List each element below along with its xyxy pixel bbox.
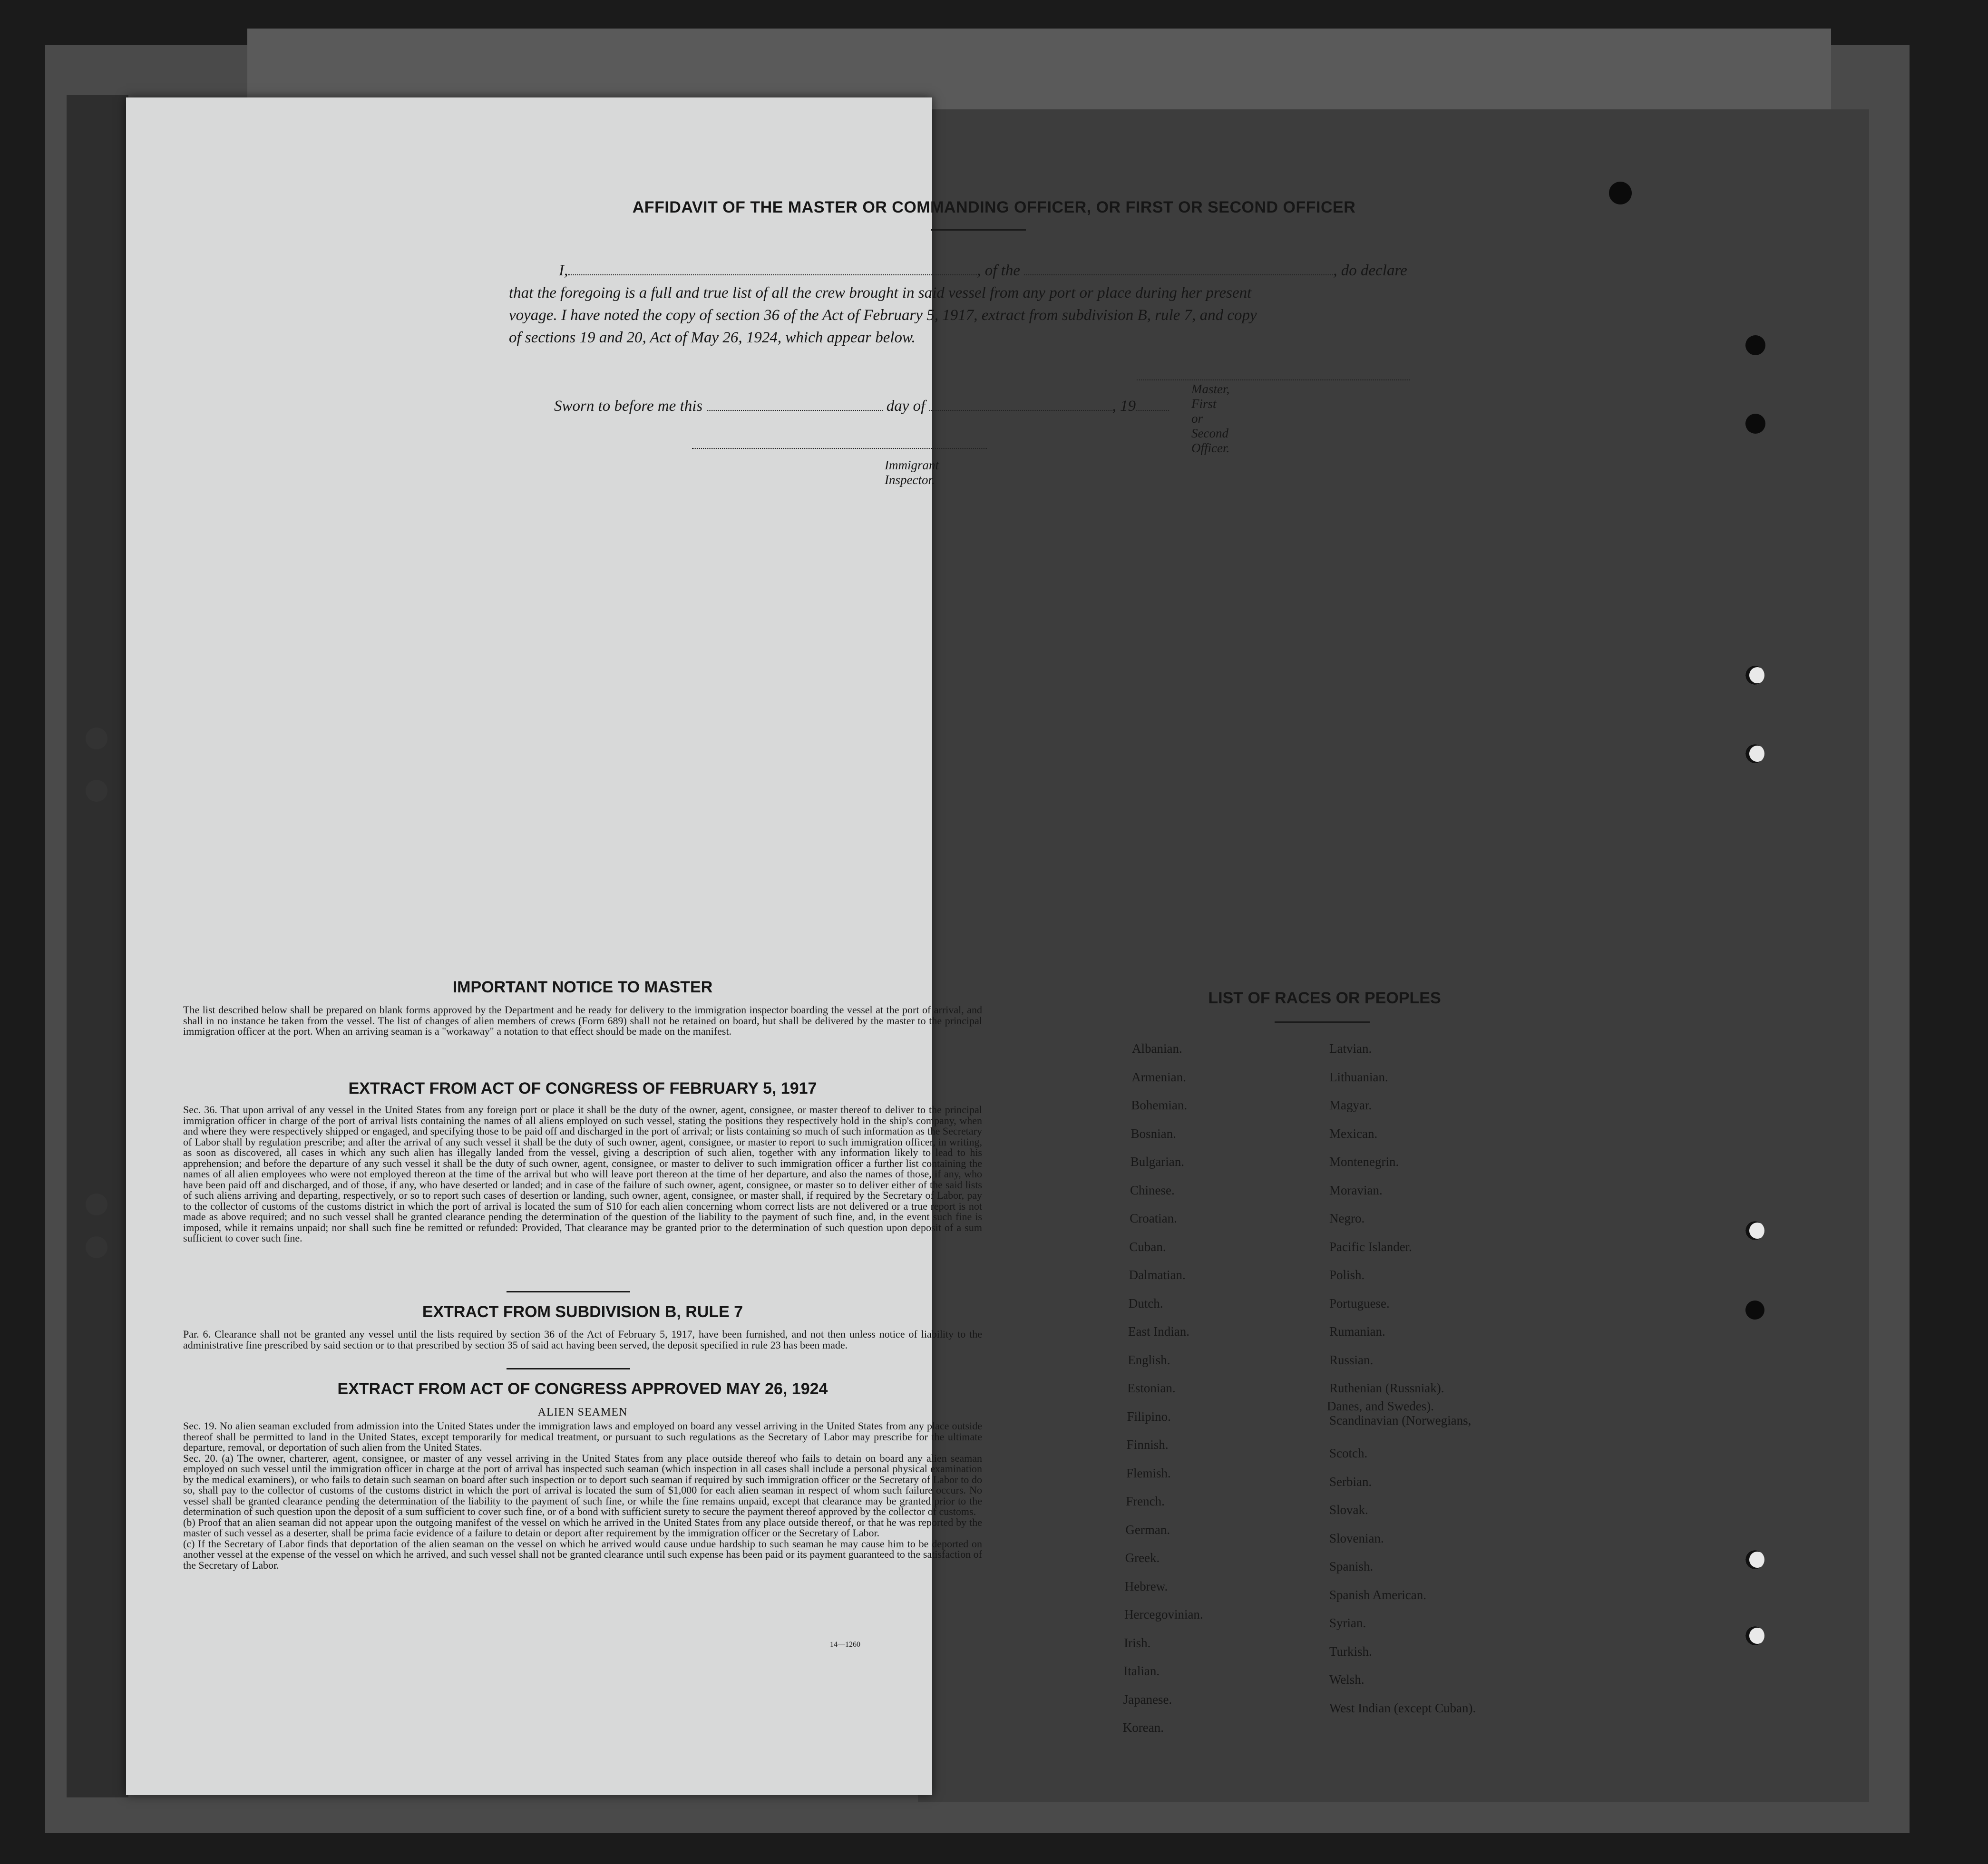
race-item: Negro. bbox=[1329, 1211, 1365, 1225]
binder-hole bbox=[1745, 1301, 1764, 1320]
document-page bbox=[126, 97, 1476, 1795]
race-item: Syrian. bbox=[1329, 1616, 1366, 1630]
notice-body: The list described below shall be prepared on blank forms approved by the Department and be ready for delivery to the immigration inspector boarding the vessel at the port of arrival, and shall in no instance be taken from the vessel. The list of changes of alien members of crews (Form 689) shall not be retained on board, but shall be delivered by the master to the principal immigration officer at the port. When an arriving seaman is a "workaway" a notation to that effect should be made on the manifest. bbox=[183, 1004, 982, 1037]
affidavit-declare: , do declare bbox=[1333, 262, 1407, 279]
race-item: Armenian. bbox=[1131, 1069, 1186, 1084]
race-item: Lithuanian. bbox=[1329, 1069, 1388, 1084]
race-item: Slovenian. bbox=[1329, 1531, 1384, 1545]
master-signature-line bbox=[1137, 379, 1410, 380]
extract-1917-body: Sec. 36. That upon arrival of any vessel in the United States from any foreign port or place it shall be the duty of the owner, agent, consignee, or master thereof to deliver to the principal immigration officer in charge of the port of arrival lists containing the names of all aliens employed on such vessel, stating the positions they respectively hold in the ship's company, when and where they were respectively shipped or engaged, and specifying those to be paid off and discharged in the port of arrival; or lists containing so much of such information as the Secretary of Labor shall by regulation prescribe; and after the arrival of any such vessel it shall be the duty of such owner, agent, consignee, or master to report to such immigration officer, in writing, as soon as discovered, all cases in which any such alien has illegally landed from the vessel, giving a description of such alien, together with any information likely to lead to his apprehension; and before the departure of any such vessel it shall be the duty of such owner, agent, consignee, or master to deliver to such immigration officer a further list containing the names of all alien employees who were not employed thereon at the time of the arrival but who will leave port thereon at the time of her departure, and also the names of those, if any, who have been paid off and discharged, and of those, if any, who have deserted or landed; and in case of the failure of such owner, agent, consignee, or master so to deliver either of the said lists of such aliens arriving and departing, respectively, or so to report such cases of desertion or landing, such owner, agent, consignee, or master shall, if required by the Secretary of Labor, pay to the collector of customs of the customs district in which the port of arrival is located the sum of $10 for each alien concerning whom correct lists are not delivered or a true report is not made as above required; and no such vessel shall be granted clearance pending the determination of the question of the liability to the payment of such fine, and, in the event such fine is imposed, while it remains unpaid; nor shall such fine be remitted or refunded: Provided, That clearance may be granted prior to the determination of such question upon deposit of a sum sufficient to cover such fine. bbox=[183, 1104, 982, 1244]
sworn-text: Sworn to before me this bbox=[554, 398, 703, 415]
sec-19: Sec. 19. No alien seaman excluded from admission into the United States under the immigration laws and employed on board any vessel arriving in the United States from any place outside thereof shall be permitted to land in the United States, except temporarily for medical treatment, or pursuant to such regulations as the Secretary of Labor may prescribe for the ultimate departure, removal, or deportation of such alien from the United States. bbox=[183, 1420, 982, 1453]
race-item: Bohemian. bbox=[1131, 1098, 1188, 1112]
race-item: Spanish. bbox=[1329, 1559, 1374, 1573]
race-item: Estonian. bbox=[1127, 1381, 1176, 1395]
race-item: Portuguese. bbox=[1329, 1296, 1390, 1311]
race-item: Montenegrin. bbox=[1329, 1155, 1399, 1169]
binder-hole bbox=[1745, 335, 1765, 355]
binder-hole bbox=[1745, 666, 1764, 685]
sec-20b: (b) Proof that an alien seaman did not appear upon the outgoing manifest of the vessel on which he arrived in the United States from any place outside thereof, or that he was reported by the master of such vessel as a deserter, shall be prima facie evidence of a failure to detain or deport after requirement by the immigration officer or the Secretary of Labor. bbox=[183, 1516, 982, 1539]
race-item: Welsh. bbox=[1329, 1672, 1364, 1687]
race-item: West Indian (except Cuban). bbox=[1329, 1700, 1476, 1715]
race-item: Filipino. bbox=[1127, 1409, 1171, 1424]
race-item: Scotch. bbox=[1329, 1446, 1368, 1460]
extract-1924-body bbox=[183, 1421, 982, 1571]
affidavit-line-2: that the foregoing is a full and true list of all the crew brought in said vessel from any port or place during her present bbox=[509, 284, 1252, 301]
race-item: German. bbox=[1125, 1522, 1170, 1537]
underlying-sheet-left-edge bbox=[67, 95, 128, 1797]
race-item: Ruthenian (Russniak). bbox=[1329, 1381, 1444, 1395]
race-item: Rumanian. bbox=[1329, 1324, 1385, 1339]
race-item: French. bbox=[1126, 1494, 1165, 1508]
race-item: English. bbox=[1128, 1352, 1170, 1367]
race-item: Mexican. bbox=[1329, 1126, 1378, 1141]
race-item: Serbian. bbox=[1329, 1474, 1372, 1489]
race-item: Turkish. bbox=[1329, 1644, 1372, 1659]
race-item: Slovak. bbox=[1329, 1503, 1368, 1517]
notice-title: IMPORTANT NOTICE TO MASTER bbox=[452, 978, 713, 996]
race-item: Hebrew. bbox=[1124, 1579, 1168, 1593]
race-item: Danes, and Swedes). bbox=[1327, 1399, 1434, 1413]
rule7-title: EXTRACT FROM SUBDIVISION B, RULE 7 bbox=[422, 1303, 743, 1321]
race-item: Chinese. bbox=[1130, 1183, 1175, 1197]
race-item: Dalmatian. bbox=[1129, 1268, 1186, 1282]
race-item: Italian. bbox=[1123, 1664, 1160, 1678]
race-item: Dutch. bbox=[1128, 1296, 1163, 1311]
race-item: Korean. bbox=[1122, 1720, 1164, 1735]
race-item: Hercegovinian. bbox=[1124, 1607, 1203, 1621]
races-title: LIST OF RACES OR PEOPLES bbox=[1208, 989, 1441, 1007]
affidavit-line-4: of sections 19 and 20, Act of May 26, 1924, which appear below. bbox=[509, 329, 916, 346]
section-divider bbox=[507, 1368, 630, 1369]
race-item: Polish. bbox=[1329, 1268, 1365, 1282]
race-item: East Indian. bbox=[1128, 1324, 1189, 1339]
race-item: Albanian. bbox=[1132, 1041, 1182, 1056]
underlying-sheet-right bbox=[918, 109, 1869, 1802]
affidavit-title: AFFIDAVIT OF THE MASTER OR COMMANDING OFFICER, OR FIRST OR SECOND OFFICER bbox=[632, 198, 1356, 216]
left-binder-hole bbox=[86, 1194, 107, 1215]
race-item: Flemish. bbox=[1126, 1466, 1171, 1480]
binder-hole bbox=[1745, 1626, 1764, 1645]
inspector-caption: Immigrant Inspector. bbox=[885, 458, 939, 487]
rule7-body: Par. 6. Clearance shall not be granted any vessel until the lists required by section 36 of the Act of February 5, 1917, have been furnished, and not then unless notice of liability to the administrative fine prescribed by said section or to that prescribed by section 35 of said act having been served, the deposit specified in rule 23 has been made. bbox=[183, 1328, 982, 1351]
extract-1924-title: EXTRACT FROM ACT OF CONGRESS APPROVED MAY 26, 1924 bbox=[337, 1380, 828, 1398]
race-item: Scandinavian (Norwegians, bbox=[1329, 1413, 1472, 1427]
alien-seamen-subtitle: ALIEN SEAMEN bbox=[537, 1406, 628, 1418]
sec-20a: Sec. 20. (a) The owner, charterer, agent, consignee, or master of any vessel arriving in the United States from any place outside thereof who fails to detain on board any alien seaman employed on such vessel until the immigration officer in charge at the port of arrival has inspected such seaman (which inspection in all cases shall include a personal physical examination by the medical examiners), or who fails to detain such seaman on board after such inspection or to deport such seaman if required by such immigration officer or the Secretary of Labor to do so, shall pay to the collector of customs of the customs district in which the port of arrival is located the sum of $1,000 for each alien seaman in respect of whom such failure occurs. No vessel shall be granted clearance pending the determination of the liability to the payment of such fine, or while the fine remains unpaid, except that clearance may be granted prior to the determination of such question upon the deposit of a sum sufficient to cover such fine, or of a bond with sufficient surety to secure the payment thereof approved by the collector of customs. bbox=[183, 1452, 982, 1517]
races-title-underline bbox=[1275, 1021, 1370, 1023]
race-item: Moravian. bbox=[1329, 1183, 1383, 1197]
binder-hole bbox=[1745, 744, 1764, 763]
race-item: Finnish. bbox=[1126, 1437, 1169, 1452]
affidavit-of-the: , of the bbox=[977, 262, 1020, 279]
binder-hole bbox=[1609, 182, 1632, 204]
race-item: Spanish American. bbox=[1329, 1587, 1426, 1602]
left-binder-hole bbox=[86, 1236, 107, 1258]
year-text: , 19 bbox=[1112, 398, 1136, 415]
race-item: Russian. bbox=[1329, 1352, 1374, 1367]
race-item: Bosnian. bbox=[1130, 1126, 1176, 1141]
race-item: Bulgarian. bbox=[1130, 1155, 1185, 1169]
extract-1917-title: EXTRACT FROM ACT OF CONGRESS OF FEBRUARY 5, 1917 bbox=[348, 1079, 817, 1097]
form-number: 14—1260 bbox=[830, 1641, 860, 1649]
race-item: Croatian. bbox=[1130, 1211, 1177, 1225]
race-item: Greek. bbox=[1125, 1551, 1160, 1565]
binder-hole bbox=[1745, 1550, 1764, 1569]
inspector-signature-line bbox=[692, 448, 987, 449]
section-divider bbox=[507, 1291, 630, 1292]
sworn-line bbox=[554, 395, 1169, 418]
race-item: Latvian. bbox=[1329, 1041, 1372, 1056]
affidavit-i: I, bbox=[559, 262, 568, 279]
race-item: Pacific Islander. bbox=[1329, 1239, 1412, 1254]
race-item: Magyar. bbox=[1329, 1098, 1372, 1112]
race-item: Cuban. bbox=[1129, 1239, 1166, 1254]
affidavit-line-3: voyage. I have noted the copy of section 36 of the Act of February 5, 1917, extract from subdivision B, rule 7, and copy bbox=[509, 307, 1257, 324]
sec-20c: (c) If the Secretary of Labor finds that deportation of the alien seaman on the vessel on which he arrived would cause undue hardship to such seaman he may cause him to be deported on another vessel at the expense of the vessel on which he arrived, and such vessel shall not be granted clearance until such expense has been paid or its payment guaranteed to the satisfaction of the Secretary of Labor. bbox=[183, 1537, 982, 1571]
left-binder-hole bbox=[86, 780, 107, 802]
title-underline bbox=[931, 229, 1026, 231]
binder-hole bbox=[1745, 1221, 1764, 1240]
left-binder-hole bbox=[86, 728, 107, 749]
race-item: Japanese. bbox=[1123, 1692, 1172, 1707]
master-signature-caption: Master, First or Second Officer. bbox=[1191, 382, 1230, 455]
day-of-text: day of bbox=[886, 398, 926, 415]
affidavit-line-1 bbox=[559, 259, 1407, 282]
binder-hole bbox=[1745, 414, 1765, 434]
race-item: Irish. bbox=[1124, 1635, 1151, 1650]
